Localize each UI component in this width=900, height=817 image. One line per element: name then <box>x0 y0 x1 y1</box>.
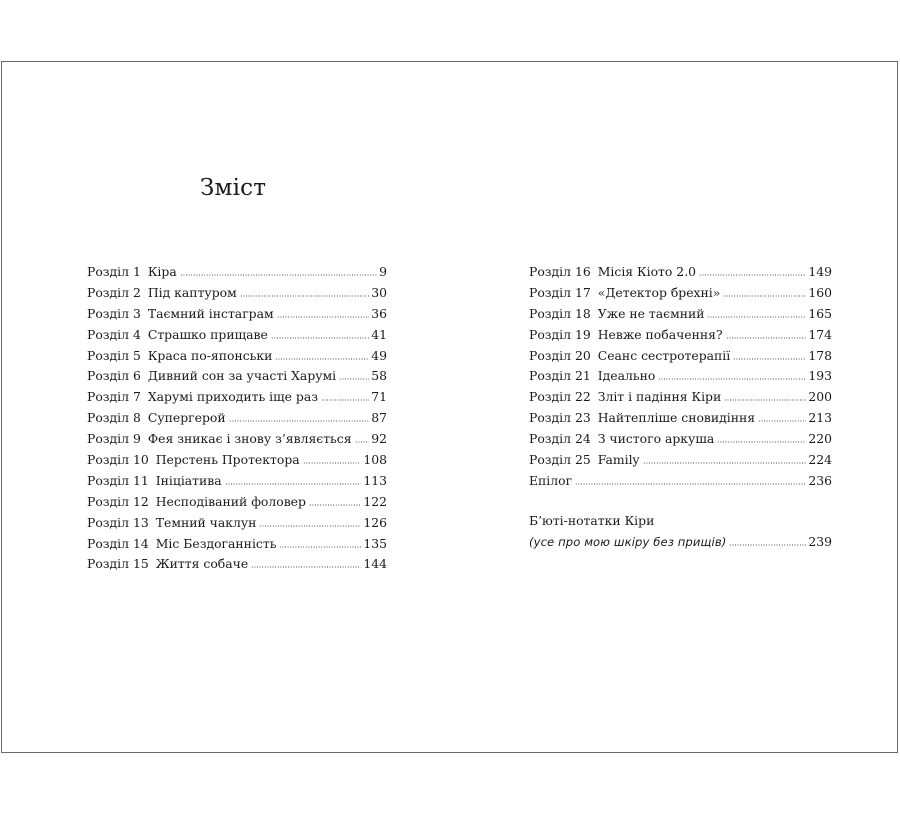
chapter-title: Під каптуром <box>147 284 237 300</box>
chapter-title: Зліт і падіння Кіри <box>597 389 722 405</box>
dot-leader <box>229 412 370 422</box>
toc-entry <box>87 368 387 389</box>
dot-leader <box>275 350 369 360</box>
page-number: 224 <box>808 452 832 468</box>
chapter-title: Кіра <box>147 264 177 279</box>
chapter-title: Краса по-японськи <box>147 347 273 363</box>
page-number: 149 <box>808 264 832 279</box>
page-number: 58 <box>371 368 387 384</box>
chapter-number: Розділ 21 <box>529 368 591 384</box>
chapter-title: З чистого аркуша <box>597 431 715 447</box>
dot-leader <box>279 538 361 548</box>
chapter-number: Розділ 9 <box>87 431 141 447</box>
page-number: 220 <box>808 431 832 447</box>
dot-leader <box>575 475 806 485</box>
notes-subtitle: (усе про мою шкіру без прищів) <box>529 535 727 549</box>
toc-entry <box>87 264 387 285</box>
chapter-number: Розділ 15 <box>87 556 149 572</box>
toc-entry <box>529 431 832 452</box>
chapter-number: Розділ 14 <box>87 535 149 551</box>
page-number: 92 <box>371 431 387 447</box>
chapter-number: Розділ 25 <box>529 452 591 468</box>
chapter-title: Життя собаче <box>155 556 249 572</box>
page-number: 126 <box>363 514 387 530</box>
page-number: 165 <box>808 305 832 321</box>
chapter-number: Розділ 11 <box>87 472 149 488</box>
chapter-title: Ідеально <box>597 368 656 384</box>
chapter-title: Таємний інстаграм <box>147 305 274 321</box>
chapter-title: Місія Кіото 2.0 <box>597 264 697 279</box>
dot-leader <box>707 308 806 318</box>
toc-right-column <box>529 264 832 494</box>
toc-entry-epilogue <box>529 473 832 494</box>
chapter-title: Дивний сон за участі Харумі <box>147 368 337 384</box>
page-number: 178 <box>808 347 832 363</box>
toc-entry <box>529 306 832 327</box>
dot-leader <box>225 475 362 485</box>
dot-leader <box>251 558 361 568</box>
dot-leader <box>240 287 369 297</box>
chapter-title: Найтепліше сновидіння <box>597 410 756 426</box>
chapter-number: Розділ 16 <box>529 264 591 279</box>
chapter-number: Розділ 7 <box>87 389 141 405</box>
page-number: 200 <box>808 389 832 405</box>
chapter-number: Розділ 6 <box>87 368 141 384</box>
toc-entry <box>87 515 387 536</box>
chapter-title: Несподіваний фоловер <box>155 493 306 509</box>
chapter-title: Міс Бездоганність <box>155 535 277 551</box>
toc-entry <box>87 431 387 452</box>
page-number: 135 <box>363 535 387 551</box>
chapter-title: Фея зникає і знову з’являється <box>147 431 352 447</box>
toc-entry <box>529 327 832 348</box>
toc-entry <box>529 389 832 410</box>
page-number: 30 <box>371 284 387 300</box>
dot-leader <box>355 433 370 443</box>
chapter-number: Розділ 3 <box>87 305 141 321</box>
page-number: 108 <box>363 452 387 468</box>
page-number: 239 <box>808 534 832 549</box>
chapter-number: Розділ 24 <box>529 431 591 447</box>
dot-leader <box>643 454 807 464</box>
page-number: 49 <box>371 347 387 363</box>
toc-entry <box>87 556 387 577</box>
dot-leader <box>277 308 370 318</box>
page-title: Зміст <box>200 175 267 201</box>
page-number: 160 <box>808 284 832 300</box>
toc-entry <box>87 285 387 306</box>
page-number: 174 <box>808 326 832 342</box>
toc-entry <box>529 348 832 369</box>
chapter-title: Сеанс сестротерапії <box>597 347 731 363</box>
dot-leader <box>339 370 369 380</box>
toc-entry <box>87 494 387 515</box>
chapter-number: Розділ 22 <box>529 389 591 405</box>
page-number: 9 <box>379 264 387 279</box>
toc-entry <box>87 389 387 410</box>
dot-leader <box>717 433 806 443</box>
dot-leader <box>729 536 806 546</box>
dot-leader <box>271 329 369 339</box>
chapter-number: Розділ 20 <box>529 347 591 363</box>
dot-leader <box>723 287 806 297</box>
page-number: 87 <box>371 410 387 426</box>
page-number: 113 <box>363 472 387 488</box>
toc-entry <box>87 306 387 327</box>
toc-entry <box>87 410 387 431</box>
toc-entry <box>87 348 387 369</box>
notes-heading: Б’юті-нотатки Кіри <box>529 513 655 528</box>
chapter-title: Уже не таємний <box>597 305 705 321</box>
chapter-number: Розділ 19 <box>529 326 591 342</box>
chapter-number: Розділ 23 <box>529 410 591 426</box>
chapter-title: Family <box>597 452 640 468</box>
page-number: 71 <box>371 389 387 405</box>
dot-leader <box>726 329 807 339</box>
dot-leader <box>309 496 361 506</box>
chapter-number: Розділ 5 <box>87 347 141 363</box>
chapter-title: Харумі приходить іще раз <box>147 389 318 405</box>
chapter-title: Ініціатива <box>155 472 222 488</box>
dot-leader <box>321 391 369 401</box>
chapter-title: Темний чаклун <box>155 514 257 530</box>
toc-entry <box>529 264 832 285</box>
chapter-number: Розділ 2 <box>87 284 141 300</box>
chapter-number: Розділ 4 <box>87 326 141 342</box>
chapter-number: Розділ 1 <box>87 264 141 279</box>
chapter-title: Страшко прищаве <box>147 326 268 342</box>
chapter-number: Розділ 17 <box>529 284 591 300</box>
chapter-title: Невже побачення? <box>597 326 723 342</box>
chapter-number: Розділ 8 <box>87 410 141 426</box>
page-number: 122 <box>363 493 387 509</box>
dot-leader <box>259 517 361 527</box>
chapter-number: Розділ 12 <box>87 493 149 509</box>
toc-entry <box>529 410 832 431</box>
page-number: 236 <box>808 472 832 488</box>
toc-entry <box>87 536 387 557</box>
page-number: 41 <box>371 326 387 342</box>
toc-entry <box>529 285 832 306</box>
notes-row <box>529 534 832 555</box>
page-number: 193 <box>808 368 832 384</box>
chapter-title: «Детектор брехні» <box>597 284 721 300</box>
dot-leader <box>733 350 806 360</box>
chapter-number: Розділ 13 <box>87 514 149 530</box>
toc-entry <box>87 452 387 473</box>
chapter-number: Розділ 10 <box>87 452 149 468</box>
epilogue-title: Епілог <box>529 472 573 488</box>
dot-leader <box>758 412 806 422</box>
toc-entry <box>529 452 832 473</box>
toc-entry <box>87 473 387 494</box>
dot-leader <box>724 391 806 401</box>
beauty-notes-entry <box>529 513 832 555</box>
toc-entry <box>87 327 387 348</box>
dot-leader <box>303 454 362 464</box>
chapter-title: Перстень Протектора <box>155 452 300 468</box>
dot-leader <box>699 266 806 276</box>
toc-entry <box>529 368 832 389</box>
page-number: 144 <box>363 556 387 572</box>
page-number: 213 <box>808 410 832 426</box>
toc-left-column <box>87 264 387 577</box>
page-number: 36 <box>371 305 387 321</box>
dot-leader <box>658 370 806 380</box>
chapter-number: Розділ 18 <box>529 305 591 321</box>
dot-leader <box>180 266 377 276</box>
chapter-title: Супергерой <box>147 410 226 426</box>
